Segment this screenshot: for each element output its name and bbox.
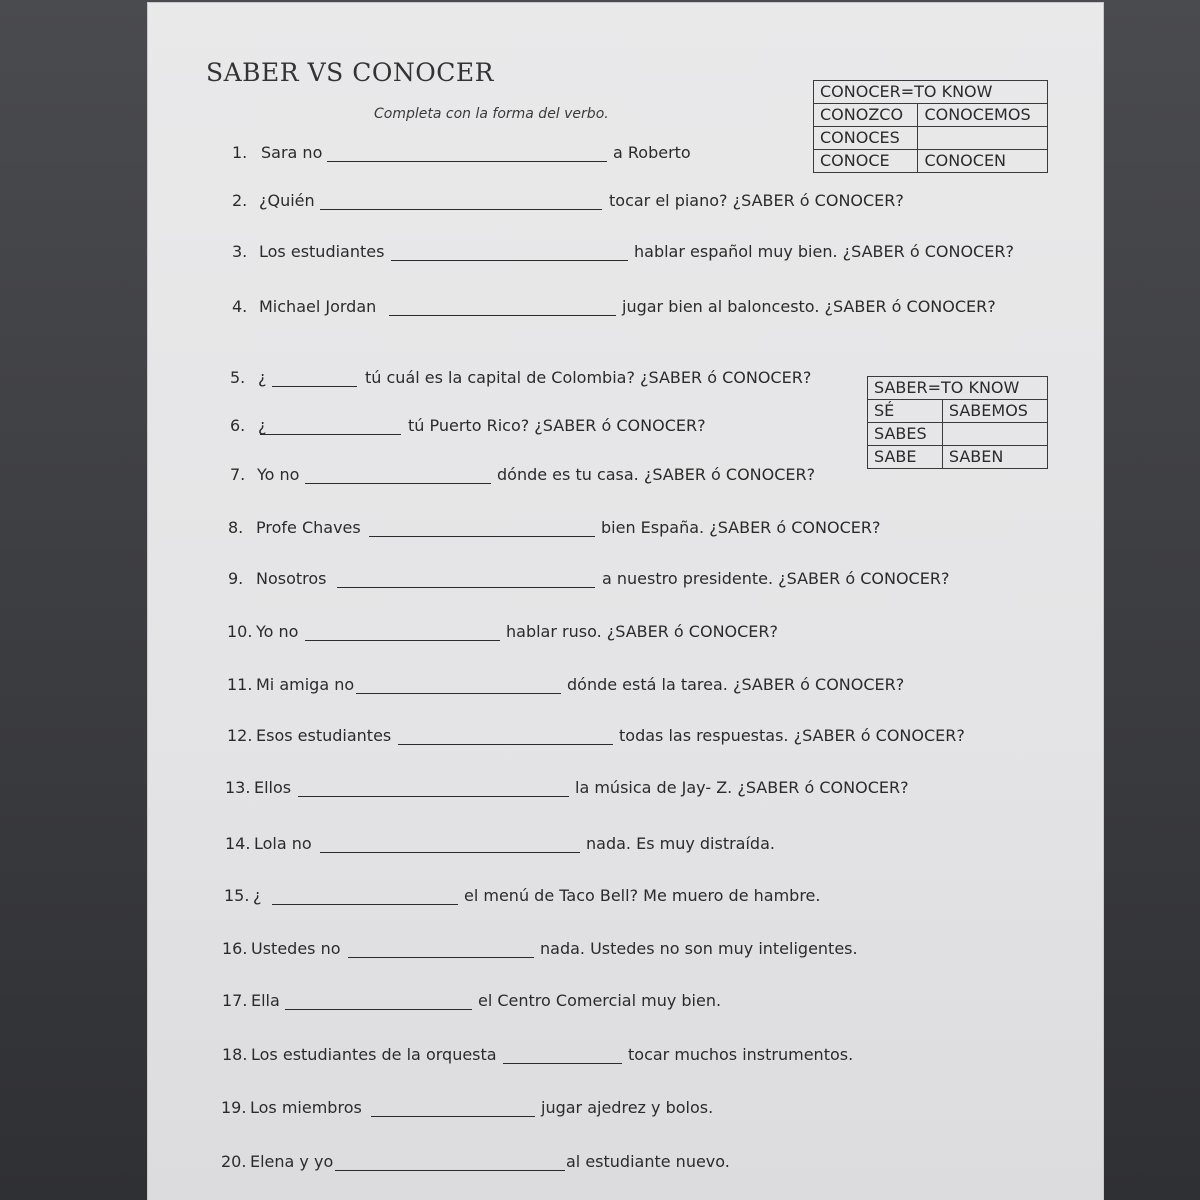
question-number: 4.: [232, 297, 248, 316]
saber-cell: SABE: [868, 446, 943, 469]
answer-blank[interactable]: [391, 260, 628, 261]
question-number: 8.: [228, 518, 244, 537]
answer-blank[interactable]: [335, 1170, 565, 1171]
question-continuation: tocar muchos instrumentos.: [628, 1045, 854, 1064]
question-prompt: Los estudiantes de la orquesta: [251, 1045, 497, 1064]
question-prompt: Profe Chaves: [256, 518, 361, 537]
question-number: 1.: [232, 143, 248, 162]
saber-cell: [942, 423, 1047, 446]
question-number: 13.: [225, 778, 251, 797]
saber-table-header: SABER=TO KNOW: [868, 377, 1048, 400]
answer-blank[interactable]: [398, 744, 613, 745]
question-continuation: jugar ajedrez y bolos.: [541, 1098, 714, 1117]
question-continuation: tocar el piano? ¿SABER ó CONOCER?: [609, 191, 904, 210]
answer-blank[interactable]: [327, 161, 607, 162]
conocer-conjugation-table: [813, 80, 1048, 173]
question-continuation: tú cuál es la capital de Colombia? ¿SABER ó CONOCER?: [365, 368, 812, 387]
question-continuation: dónde está la tarea. ¿SABER ó CONOCER?: [567, 675, 905, 694]
answer-blank[interactable]: [356, 693, 561, 694]
answer-blank[interactable]: [320, 852, 580, 853]
question-prompt: ¿: [258, 368, 267, 387]
conocer-table-header: CONOCER=TO KNOW: [814, 81, 1048, 104]
question-prompt: ¿: [253, 886, 262, 905]
conocer-cell: CONOCES: [814, 127, 918, 150]
worksheet-title: SABER VS CONOCER: [206, 58, 494, 87]
question-continuation: el menú de Taco Bell? Me muero de hambre.: [464, 886, 821, 905]
question-prompt: Ellos: [254, 778, 292, 797]
saber-conjugation-table: [867, 376, 1048, 469]
question-prompt: Yo no: [257, 465, 300, 484]
question-prompt: Nosotros: [256, 569, 327, 588]
answer-blank[interactable]: [260, 434, 401, 435]
saber-cell: SABES: [868, 423, 943, 446]
answer-blank[interactable]: [298, 796, 569, 797]
worksheet-instructions: Completa con la forma del verbo.: [374, 106, 609, 122]
question-continuation: jugar bien al baloncesto. ¿SABER ó CONOCER?: [622, 297, 996, 316]
question-prompt: Lola no: [254, 834, 312, 853]
question-prompt: Ustedes no: [251, 939, 341, 958]
answer-blank[interactable]: [503, 1063, 622, 1064]
question-continuation: todas las respuestas. ¿SABER ó CONOCER?: [619, 726, 965, 745]
question-prompt: Elena y yo: [250, 1152, 334, 1171]
question-continuation: la música de Jay- Z. ¿SABER ó CONOCER?: [575, 778, 909, 797]
answer-blank[interactable]: [348, 957, 534, 958]
question-continuation: el Centro Comercial muy bien.: [478, 991, 722, 1010]
question-prompt: Michael Jordan: [259, 297, 377, 316]
question-prompt: Los miembros: [250, 1098, 362, 1117]
question-number: 5.: [230, 368, 246, 387]
question-number: 6.: [230, 416, 246, 435]
worksheet-paper: [148, 3, 1103, 1200]
answer-blank[interactable]: [272, 386, 357, 387]
conocer-cell: CONOCE: [814, 150, 918, 173]
question-number: 2.: [232, 191, 248, 210]
answer-blank[interactable]: [305, 483, 491, 484]
question-number: 18.: [222, 1045, 248, 1064]
question-continuation: al estudiante nuevo.: [566, 1152, 730, 1171]
question-number: 11.: [227, 675, 253, 694]
question-continuation: dónde es tu casa. ¿SABER ó CONOCER?: [497, 465, 816, 484]
question-continuation: bien España. ¿SABER ó CONOCER?: [601, 518, 881, 537]
question-number: 15.: [224, 886, 250, 905]
question-number: 10.: [227, 622, 253, 641]
answer-blank[interactable]: [389, 315, 616, 316]
conocer-cell: CONOZCO: [814, 104, 918, 127]
conocer-cell: CONOCEMOS: [918, 104, 1048, 127]
answer-blank[interactable]: [371, 1116, 535, 1117]
question-prompt: Ella: [251, 991, 280, 1010]
answer-blank[interactable]: [337, 587, 595, 588]
question-number: 7.: [230, 465, 246, 484]
answer-blank[interactable]: [305, 640, 500, 641]
question-continuation: nada. Ustedes no son muy inteligentes.: [540, 939, 858, 958]
question-number: 3.: [232, 242, 248, 261]
question-continuation: a nuestro presidente. ¿SABER ó CONOCER?: [602, 569, 950, 588]
question-number: 9.: [228, 569, 244, 588]
conocer-cell: [918, 127, 1048, 150]
question-number: 16.: [222, 939, 248, 958]
answer-blank[interactable]: [369, 536, 595, 537]
question-continuation: a Roberto: [613, 143, 691, 162]
question-continuation: tú Puerto Rico? ¿SABER ó CONOCER?: [408, 416, 706, 435]
question-number: 19.: [221, 1098, 247, 1117]
question-prompt: ¿: [258, 416, 267, 435]
question-prompt: Sara no: [261, 143, 323, 162]
question-prompt: Los estudiantes: [259, 242, 385, 261]
answer-blank[interactable]: [272, 904, 458, 905]
saber-cell: SÉ: [868, 400, 943, 423]
question-continuation: nada. Es muy distraída.: [586, 834, 775, 853]
conocer-cell: CONOCEN: [918, 150, 1048, 173]
answer-blank[interactable]: [285, 1009, 472, 1010]
saber-cell: SABEN: [942, 446, 1047, 469]
question-prompt: Esos estudiantes: [256, 726, 392, 745]
question-number: 17.: [222, 991, 248, 1010]
question-prompt: ¿Quién: [259, 191, 315, 210]
question-continuation: hablar español muy bien. ¿SABER ó CONOCER?: [634, 242, 1014, 261]
question-continuation: hablar ruso. ¿SABER ó CONOCER?: [506, 622, 779, 641]
question-number: 12.: [227, 726, 253, 745]
answer-blank[interactable]: [320, 209, 602, 210]
question-prompt: Yo no: [256, 622, 299, 641]
question-prompt: Mi amiga no: [256, 675, 355, 694]
question-number: 20.: [221, 1152, 247, 1171]
question-number: 14.: [225, 834, 251, 853]
saber-cell: SABEMOS: [942, 400, 1047, 423]
